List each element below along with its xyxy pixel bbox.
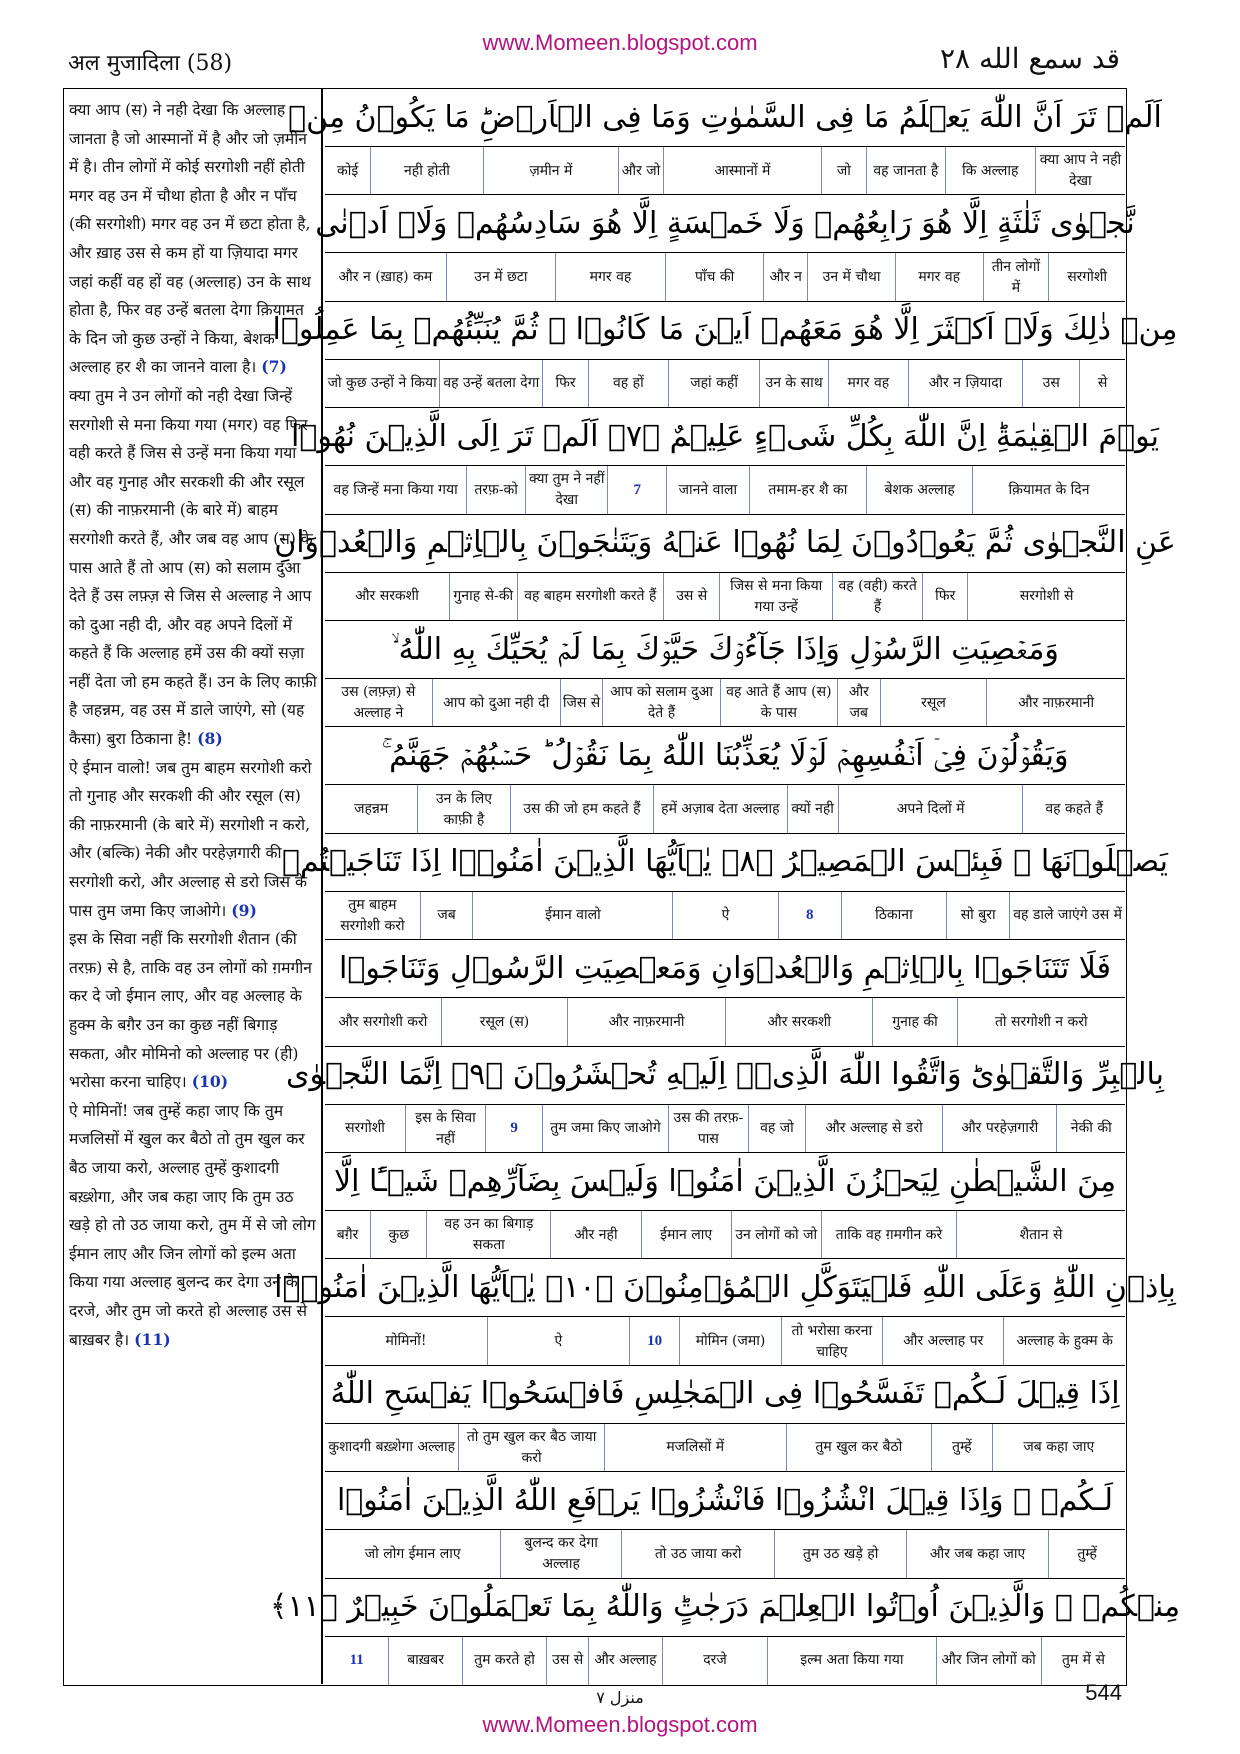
gloss-cell: उन के साथ [759,360,828,408]
gloss-cell: शैतान से [956,1211,1125,1259]
gloss-line [325,1636,1125,1685]
gloss-cell: और न (ख़ाह) कम [338,269,433,286]
gloss-cell: वह (वही) करते हैं [832,573,922,621]
row-separator [325,1152,1125,1153]
gloss-line [325,1423,1125,1472]
gloss-cell: उन लोगों को जो [731,1211,821,1259]
verse-row [315,194,1135,300]
gloss-cell: रसूल (स) [441,998,567,1046]
gloss-cell: और जो [618,147,663,195]
site-url-bottom[interactable]: www.Momeen.blogspot.com [482,1712,758,1737]
row-separator [325,1046,1125,1047]
gloss-cell: ठिकाना [841,892,946,940]
gloss-cell: कोई [336,162,359,179]
row-separator [325,301,1125,302]
gloss-cell: गुनाह की [872,998,956,1046]
gloss-cell: जहन्नम [354,801,389,818]
gloss-cell: और परहेज़गारी [942,1105,1056,1153]
verse-row [272,301,1178,407]
gloss-cell: और सरकशी [355,588,419,605]
gloss-cell: बेशक अल्लाह [866,466,972,514]
gloss-cell: जो [821,147,866,195]
gloss-cell: वह उन का बिगाड़ सकता [426,1211,550,1259]
gloss-cell: ईमान वालो [472,892,672,940]
arabic-line: بِالۡبِرِّ وَالتَّقۡوٰى‌ؕ وَاتَّقُوا اللّٰهَ الَّذِىۡۤ اِلَيۡهِ تُحۡشَرُوۡنَ ﴿۹﴾ اِنَّمَا النَّجۡوٰى [286,1057,1164,1093]
gloss-line [325,678,1125,727]
verse-number: (11) [134,1329,171,1349]
gloss-cell: जहां कहीं [668,360,759,408]
verse-row [274,514,1176,620]
verse-number: (8) [197,729,223,749]
gloss-cell: बाख़बर [388,1637,462,1685]
verse-row [286,1046,1164,1152]
gloss-cell: फिर [922,573,967,621]
arabic-line: مِنَ الشَّيۡطٰنِ لِيَحۡزُنَ الَّذِيۡنَ اٰمَنُوۡا وَلَيۡسَ بِضَآرِّهِمۡ شَيۡـًٔا اِلَّا [333,1163,1117,1199]
arabic-line: وَيَقُوۡلُوۡنَ فِىۡۤ اَنۡفُسِهِمۡ لَوۡلَا يُعَذِّبُنَا اللّٰهُ بِمَا نَقُوۡلُ‌ ؕ حَسۡبُهُمۡ جَهَنَّمُ‌ ۚ [381,737,1069,773]
manzil-label: منزل ٧ [596,1688,644,1707]
gloss-cell: वह जिन्हें मना किया गया [333,481,458,498]
gloss-line [325,252,1125,301]
gloss-cell: इल्म अता किया गया [767,1637,935,1685]
arabic-line: بِاِذۡنِ اللّٰهِ‌ؕ وَعَلَى اللّٰهِ فَلۡيَتَوَكَّلِ الۡمُؤۡمِنُوۡنَ ﴿۱۰﴾ يٰۤاَيُّهَا الَّذِيۡنَ اٰمَنُوۡۤا [274,1269,1176,1305]
arabic-line: عَنِ النَّجۡوٰى ثُمَّ يَعُوۡدُوۡنَ لِمَا نُهُوۡا عَنۡهُ وَيَتَنٰجَوۡنَ بِالۡاِثۡمِ وَالۡعُدۡوَانِ [274,525,1176,561]
gloss-cell: कुशादगी बख़्शेगा अल्लाह [328,1439,456,1456]
gloss-line [325,891,1125,940]
gloss-cell: वह डाले जाएंगे उस में [1009,892,1125,940]
verse-row [325,939,1125,1045]
gloss-cell: ऐ [672,892,777,940]
gloss-cell: वह हों [588,360,668,408]
verse-number: (7) [261,357,287,377]
verse-row [269,1578,1181,1684]
translation-paragraph: ऐ मोमिनों! जब तुम्हें कहा जाए कि तुम मजलिसों में खुल कर बैठो तो तुम खुल कर बैठ जाया करो, अल्लाह तुम्हें कुशादगी बख़्शेगा, और जब कहा जाए कि तुम उठ खड़े हो तो उठ जाया करो, तुम में से जो लोग ईमान लाए और जिन लोगों को इल्म अता किया गया अल्लाह बुलन्द कर देगा उन के दरजे, और तुम जो करते हो अल्लाह उस से बाख़बर है। (11) [69,1101,316,1349]
gloss-cell: तुम बाहम सरगोशी करो [340,896,405,934]
gloss-cell: जब [420,892,473,940]
gloss-cell: तो उठ जाया करो [621,1530,774,1578]
row-separator [325,833,1125,834]
row-separator [325,1258,1125,1259]
gloss-cell: जानने वाला [666,466,748,514]
verse-row [325,1471,1125,1577]
gloss-cell: मोमिन (जमा) [679,1317,780,1365]
gloss-cell: तो तुम खुल कर बैठ जाया करो [458,1424,603,1472]
gloss-cell: फिर [542,360,588,408]
gloss-cell: और अल्लाह [588,1637,662,1685]
gloss-cell: क्या तुम ने नहीं देखा [525,466,607,514]
gloss-cell: मगर वह [828,360,908,408]
gloss-cell: वह कहते हैं [1022,785,1125,833]
arabic-line: مِنۡكُمۡ ۙ وَالَّذِيۡنَ اُوۡتُوا الۡعِلۡمَ دَرَجٰتٍ‌ؕ وَاللّٰهُ بِمَا تَعۡمَلُوۡنَ خَبِيۡرٌ ﴿۱۱﴾ [269,1589,1181,1625]
arabic-line: مِنۡ ذٰلِكَ وَلَاۤ اَكۡثَرَ اِلَّا هُوَ مَعَهُمۡ اَيۡنَ مَا كَانُوۡا‌ ۚ ثُمَّ يُنَبِّئُهُمۡ بِمَا عَمِلُوۡا [272,312,1178,348]
gloss-cell: पाँच की [665,253,764,301]
gloss-cell: और जब कहा जाए [906,1530,1048,1578]
arabic-gloss-column [269,88,1181,1684]
gloss-cell: कि अल्लाह [945,147,1035,195]
gloss-cell: आप को सलाम दुआ देते हैं [602,679,719,727]
gloss-cell: और नाफ़रमानी [567,998,725,1046]
gloss-cell: उस से [663,573,719,621]
gloss-cell: हमें अज़ाब देता अल्लाह [653,785,786,833]
row-separator [325,620,1125,621]
row-separator [325,514,1125,515]
arabic-line: اِذَا قِيۡلَ لَـكُمۡ تَفَسَّحُوۡا فِى الۡمَجٰلِسِ فَافۡسَحُوۡا يَفۡسَحِ اللّٰهُ [330,1376,1120,1412]
arabic-line: وَمَعۡصِيَتِ الرَّسُوۡلِ‌ وَاِذَا جَآءُوۡكَ حَيَّوۡكَ بِمَا لَمۡ يُحَيِّكَ بِهِ اللّٰهُ ۙ [391,631,1059,667]
gloss-cell: तो भरोसा करना चाहिए [781,1317,882,1365]
gloss-cell: मजलिसों में [604,1424,786,1472]
gloss-line [325,359,1125,408]
row-separator [325,1578,1125,1579]
gloss-cell: जो लोग ईमान लाए [364,1545,461,1562]
gloss-cell: क्या आप ने नही देखा [1035,147,1125,195]
gloss-cell: जिस से मना किया गया उन्हें [719,573,832,621]
gloss-cell: जब कहा जाए [992,1424,1125,1472]
verse-number-cell: 9 [485,1105,542,1153]
gloss-line [325,1316,1125,1365]
verse-row [274,1258,1176,1364]
gloss-cell: उस की तरफ़-पास [668,1105,748,1153]
gloss-cell: मगर वह [555,253,665,301]
gloss-cell: तो सरगोशी न करो [957,998,1125,1046]
gloss-cell: और जिन लोगों को [936,1637,1041,1685]
gloss-cell: और न ज़ियादा [908,360,1022,408]
gloss-cell: उन में छटा [446,253,556,301]
gloss-cell: अपने दिलों में [838,785,1023,833]
gloss-line [325,465,1125,514]
gloss-cell: सो बुरा [946,892,1009,940]
gloss-cell: बुलन्द कर देगा अल्लाह [500,1530,621,1578]
gloss-cell: तुम्हें [931,1424,992,1472]
gloss-cell: तुम खुल कर बैठो [786,1424,931,1472]
gloss-cell: कुछ [370,1211,426,1259]
row-separator [325,194,1125,195]
gloss-cell: तुम जमा किए जाओगे [542,1105,668,1153]
verse-row [288,88,1162,194]
gloss-cell: से [1079,360,1125,408]
gloss-cell: वह उन्हें बतला देगा [439,360,542,408]
row-separator [325,939,1125,940]
gloss-cell: वह जानता है [866,147,945,195]
translation-paragraph: ऐ ईमान वालो! जब तुम बाहम सरगोशी करो तो गुनाह और सरकशी की और रसूल (स) की नाफ़रमानी (के बारे में) सरगोशी न करो, और (बल्कि) नेकी और परहेज़गारी की सरगोशी करो, और अल्लाह से डरो जिस के पास तुम जमा किए जाओगे। (9) [69,758,312,920]
gloss-cell: क़ियामत के दिन [972,466,1125,514]
translation-paragraph: क्या तुम ने उन लोगों को नही देखा जिन्हें सरगोशी से मना किया गया (मगर) वह फिर वही करते हैं जिस से उन्हें मना किया गया और वह गुनाह और सरकशी की और रसूल (स) की नाफ़रमानी (के बारे में) बाहम सरगोशी करते हैं, और जब वह आप (स) के पास आते हैं तो आप (स) को सलाम दुआ देते हैं उस लफ़्ज़ से जिस से अल्लाह ने आप को दुआ नही दी, और वह अपने दिलों में कहते हैं कि अल्लाह हमें उस की क्यों सज़ा नहीं देता जो हम कहते हैं। उन के लिए काफ़ी है जहन्नम, वह उस में डाले जाएंगे, सो (यह कैसा) बुरा ठिकाना है! (8) [69,386,317,749]
page-number: 544 [1085,1680,1122,1705]
site-url-top[interactable]: www.Momeen.blogspot.com [482,30,758,55]
verse-number: (10) [191,1072,229,1092]
gloss-cell: इस के सिवा नहीं [405,1105,485,1153]
gloss-cell: वह बाहम सरगोशी करते हैं [517,573,663,621]
gloss-cell: ईमान लाए [641,1211,731,1259]
gloss-line [325,1529,1125,1578]
gloss-cell: उन के लिए काफ़ी है [417,785,509,833]
gloss-cell: तुम उठ खड़े हो [774,1530,906,1578]
row-separator [325,407,1125,408]
surah-title: अल मुजादिला (58) [68,51,233,76]
gloss-cell: और अल्लाह से डरो [805,1105,942,1153]
gloss-cell: जिस से [560,679,603,727]
verse-number-cell: 8 [778,892,841,940]
gloss-cell: तरफ़-को [466,466,525,514]
gloss-line [325,572,1125,621]
gloss-cell: उस (लफ़्ज़) से अल्लाह ने [341,684,416,722]
gloss-cell: सरगोशी से [967,573,1125,621]
verse-row [325,620,1125,726]
gloss-cell: आस्मानों में [663,147,821,195]
gloss-line [325,997,1125,1046]
gloss-cell: और नाफ़रमानी [986,679,1125,727]
gloss-cell: तुम्हें [1048,1530,1125,1578]
gloss-line [325,1104,1125,1153]
gloss-cell: और सरकशी [725,998,872,1046]
gloss-cell: और सरगोशी करो [338,1013,428,1030]
gloss-cell: और नही [550,1211,640,1259]
gloss-cell: उस से [546,1637,588,1685]
gloss-cell: तीन लोगों में [983,253,1049,301]
verse-number: (9) [231,900,257,920]
verse-row [291,407,1159,513]
gloss-cell: रसूल [880,679,987,727]
gloss-cell: वह आते हैं आप (स) के पास [720,679,837,727]
gloss-cell: दरजे [662,1637,767,1685]
gloss-cell: अल्लाह के हुक्म के [1003,1317,1125,1365]
gloss-cell: मगर वह [895,253,983,301]
gloss-cell: तुम में से [1041,1637,1125,1685]
arabic-line: نَّجۡوٰى ثَلٰثَةٍ اِلَّا هُوَ رَابِعُهُمۡ وَلَا خَمۡسَةٍ اِلَّا هُوَ سَادِسُهُمۡ وَلَاۤ اَدۡنٰى [315,205,1135,241]
gloss-cell: आप को दुआ नही दी [432,679,560,727]
gloss-cell: क्यों नही [787,785,838,833]
gloss-cell: उन में चौथा [807,253,895,301]
gloss-cell: ऐ [487,1317,629,1365]
verse-row [325,1365,1125,1471]
verse-number-cell: 11 [349,1652,364,1669]
row-separator [325,726,1125,727]
gloss-cell: तमाम-हर शै का [749,466,867,514]
gloss-line [325,784,1125,833]
gloss-cell: सरगोशी [1048,253,1125,301]
arabic-line: يَوۡمَ الۡقِيٰمَةِ‌ؕ اِنَّ اللّٰهَ بِكُلِّ شَىۡءٍ عَلِيۡمٌ ﴿۷﴾ اَلَمۡ تَرَ اِلَى الَّذِيۡنَ نُهُوۡا [291,418,1159,454]
gloss-line [325,146,1125,195]
gloss-cell: नही होती [370,147,483,195]
juz-title: قد سمع الله ٢٨ [939,42,1120,75]
gloss-cell: और अल्लाह पर [882,1317,1004,1365]
gloss-cell: उस की जो हम कहते हैं [510,785,654,833]
arabic-line: لَـكُمۡ‌ ۚ وَاِذَا قِيۡلَ انْشُزُوۡا فَانْشُزُوۡا يَرۡفَعِ اللّٰهُ الَّذِيۡنَ اٰمَنُوۡا [336,1482,1114,1518]
arabic-line: يَصۡلَوۡنَهَا‌ ۚ فَبِئۡسَ الۡمَصِيۡرُ ﴿۸﴾ يٰۤاَيُّهَا الَّذِيۡنَ اٰمَنُوۡۤا اِذَا تَنَاجَيۡتُمۡ [282,844,1168,880]
gloss-cell: बग़ैर [336,1226,359,1243]
verse-row [325,726,1125,832]
gloss-cell: और जब [837,679,880,727]
gloss-cell: वह जो [748,1105,805,1153]
arabic-line: اَلَمۡ تَرَ اَنَّ اللّٰهَ يَعۡلَمُ مَا فِى السَّمٰوٰتِ وَمَا فِى الۡاَرۡضِ‌ؕ مَا يَكُوۡنُ مِنۡ [288,99,1162,135]
arabic-line: فَلَا تَتَنَاجَوۡا بِالۡاِثۡمِ وَالۡعُدۡوَانِ وَمَعۡصِيَتِ الرَّسُوۡلِ وَتَنَاجَوۡا [339,950,1112,986]
gloss-cell: ज़मीन में [483,147,618,195]
gloss-cell: सरगोशी [345,1120,385,1137]
verse-number-cell: 7 [607,466,666,514]
gloss-cell: मोमिनों! [385,1333,427,1350]
gloss-cell: ताकि वह ग़मगीन करे [821,1211,956,1259]
gloss-cell: और न [763,253,807,301]
row-separator [325,1471,1125,1472]
gloss-cell: गुनाह से-की [449,573,517,621]
verse-number-cell: 10 [629,1317,680,1365]
gloss-cell: नेकी की [1056,1105,1125,1153]
translation-paragraph: इस के सिवा नहीं कि सरगोशी शैतान (की तरफ़) से है, ताकि वह उन लोगों को ग़मगीन कर दे जो ईमान लाए, और वह अल्लाह के हुक्म के बग़ैर उन का कुछ नहीं बिगाड़ सकता, और मोमिनो को अल्लाह पर (ही) भरोसा करना चाहिए। (10) [69,930,312,1092]
translation-paragraph: क्या आप (स) ने नही देखा कि अल्लाह जानता है जो आस्मानों में है और जो ज़मीन में है। तीन लोगों में कोई सरगोशी नहीं होती मगर वह उन में चौथा होता है और न पाँच (की सरगोशी) मगर वह उन में छटा होता है, और ख़ाह उस से कम हों या ज़ियादा मगर जहां कहीं वह हों वह (अल्लाह) उन के साथ होता है, फिर वह उन्हें बतला देगा क़ियामत के दिन जो कुछ उन्हों ने किया, बेशक अल्लाह हर शै का जानने वाला है। (7) [69,101,311,377]
gloss-cell: उस [1022,360,1079,408]
verse-row [282,833,1168,939]
gloss-cell: जो कुछ उन्हों ने किया [327,375,437,392]
verse-row [325,1152,1125,1258]
gloss-line [325,1210,1125,1259]
gloss-cell: तुम करते हो [462,1637,546,1685]
row-separator [325,1365,1125,1366]
